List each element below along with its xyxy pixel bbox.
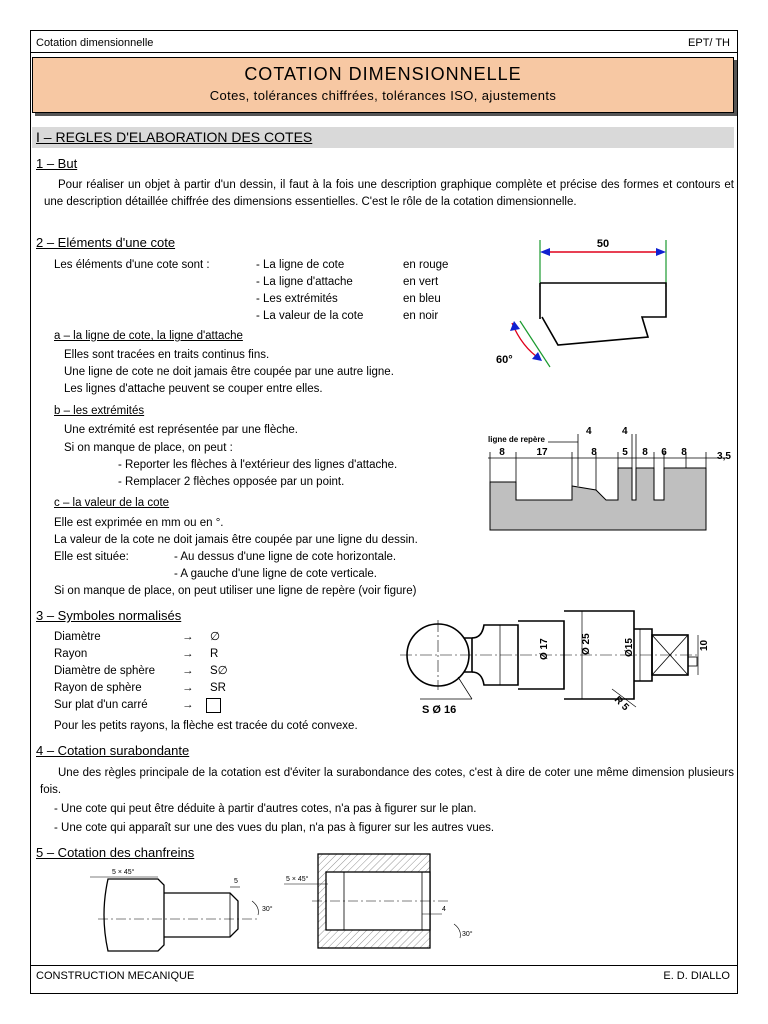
sub-c-line: Elle est exprimée en mm ou en °. — [54, 517, 224, 529]
page-subtitle: Cotes, tolérances chiffrées, tolérances ISO, ajustements — [209, 88, 557, 103]
footer-rule — [30, 965, 738, 966]
sub-b-line: Si on manque de place, on peut : — [64, 442, 233, 454]
section1-title: I – REGLES D'ELABORATION DES COTES — [36, 129, 313, 145]
chamfer-b: 4 — [442, 906, 446, 913]
symbol-glyph: SR — [210, 682, 226, 694]
angle-arc — [454, 924, 460, 938]
footer-left: CONSTRUCTION MECANIQUE — [36, 970, 195, 982]
surab-text: Une des règles principale de la cotation est d'éviter la surabondance des cotes, c'est à dire de coter une même dimension plusieurs fois. — [40, 767, 734, 796]
chamfer-c: 30° — [262, 906, 273, 913]
header-rule — [30, 52, 738, 53]
dim-top: 4 — [586, 426, 592, 437]
sub-c-last: Si on manque de place, on peut utiliser une ligne de repère (voir figure) — [54, 585, 417, 597]
element-color: en noir — [403, 310, 439, 322]
element-color: en bleu — [403, 293, 441, 305]
sub-c-bullet: - A gauche d'une ligne de cote verticale. — [174, 568, 377, 580]
symbol-name: Diamètre — [54, 631, 101, 643]
angle-arrow-top — [510, 321, 520, 331]
angle-value: 60° — [496, 354, 513, 366]
elements-figure — [490, 235, 690, 385]
footer-right: E. D. DIALLO — [663, 970, 730, 982]
sub-a-line: Une ligne de cote ne doit jamais être coupée par une autre ligne. — [64, 366, 394, 378]
arrow-glyph: → — [182, 648, 194, 660]
dim-r5: R 5 — [611, 694, 631, 714]
chamfer-label: 5 × 45° — [286, 876, 309, 883]
sub-c-bullet: - Au dessus d'une ligne de cote horizontale. — [174, 551, 397, 563]
symbol-name: Diamètre de sphère — [54, 665, 155, 677]
arrow-glyph: → — [182, 682, 194, 694]
fig-label: ligne de repère — [488, 435, 545, 444]
arrow-left — [540, 248, 550, 256]
shaft-body — [104, 879, 164, 951]
elements-title: 2 – Eléments d'une cote — [36, 235, 176, 250]
sub-c-situee: Elle est située: — [54, 551, 129, 563]
chamfer-figure-1 — [80, 865, 300, 960]
sub-b-line: Une extrémité est représentée par une flèche. — [64, 424, 298, 436]
chamfer-b: 5 — [234, 878, 238, 885]
symbol-name: Sur plat d'un carré — [54, 699, 148, 711]
dim-top: 4 — [622, 426, 628, 437]
symbol-name: Rayon de sphère — [54, 682, 142, 694]
surab-bullet: - Une cote qui apparaît sur une des vues du plan, n'a pas à figurer sur les autres vues. — [54, 822, 495, 834]
sub-b-bullet: - Remplacer 2 flèches opposée par un point. — [118, 476, 345, 488]
surab-title: 4 – Cotation surabondante — [36, 743, 190, 758]
element-item: - La valeur de la cote — [256, 310, 364, 322]
arrow-glyph: → — [182, 631, 194, 643]
extremities-figure — [488, 422, 731, 567]
symbol-name: Rayon — [54, 648, 88, 660]
header-right: EPT/ TH — [688, 37, 730, 49]
sub-c-line: La valeur de la cote ne doit jamais être coupée par une ligne du dessin. — [54, 534, 418, 546]
angle-arc — [252, 901, 258, 915]
elements-intro: Les éléments d'une cote sont : — [54, 259, 210, 271]
dim: 3,5 — [717, 451, 731, 462]
title-banner — [32, 57, 734, 113]
element-item: - La ligne de cote — [256, 259, 345, 271]
shaft-end — [164, 893, 238, 937]
sub-a-line: Elles sont tracées en traits continus fins. — [64, 349, 270, 361]
symbol-glyph: ∅ — [210, 631, 221, 643]
arrow-right — [656, 248, 666, 256]
dim: 8 — [591, 447, 597, 458]
dim-d17: Ø 17 — [539, 638, 550, 660]
but-text: Pour réaliser un objet à partir d'un dessin, il faut à la fois une description graphique complète et précise des formes et contours et une description détaillée chiffrée des dimensions essentielles. C'est le rôle de la cotation dimensionnelle. — [44, 179, 734, 208]
sub-a-title: a – la ligne de cote, la ligne d'attache — [54, 330, 243, 342]
arrow-glyph: → — [182, 665, 194, 677]
dim: 8 — [642, 447, 648, 458]
symbols-title: 3 – Symboles normalisés — [36, 608, 182, 623]
element-item: - La ligne d'attache — [256, 276, 353, 288]
header-left: Cotation dimensionnelle — [36, 37, 154, 49]
shaft-figure — [400, 605, 730, 725]
sub-b-bullet: - Reporter les flèches à l'extérieur des lignes d'attache. — [118, 459, 398, 471]
page-title: COTATION DIMENSIONNELLE — [244, 64, 522, 84]
chamfer-figure-2 — [282, 852, 482, 952]
dim-d15: Ø15 — [624, 638, 635, 657]
dim-s16: S Ø 16 — [422, 704, 457, 716]
surab-bullet: - Une cote qui peut être déduite à partir d'autres cotes, n'a pas à figurer sur le plan. — [54, 803, 477, 815]
symbols-note: Pour les petits rayons, la flèche est tracée du coté convexe. — [54, 720, 358, 732]
bore — [326, 872, 430, 930]
dim: 17 — [536, 447, 548, 458]
sphere-leader — [458, 677, 472, 699]
dim: 6 — [661, 447, 667, 458]
chamfer-c: 30° — [462, 931, 473, 938]
element-item: - Les extrémités — [256, 293, 338, 305]
square-symbol — [206, 698, 221, 713]
sub-a-line: Les lignes d'attache peuvent se couper entre elles. — [64, 383, 323, 395]
square-mark — [688, 657, 697, 666]
sub-b-title: b – les extrémités — [54, 405, 145, 417]
chanfreins-title: 5 – Cotation des chanfreins — [36, 845, 195, 860]
dim-sq10: 10 — [699, 639, 710, 651]
element-color: en vert — [403, 276, 439, 288]
arrow-glyph: → — [182, 699, 194, 711]
chamfer-label: 5 × 45° — [112, 869, 135, 876]
part-profile — [490, 468, 706, 530]
symbol-glyph: R — [210, 648, 219, 660]
part-outline — [540, 283, 666, 345]
sub-c-title: c – la valeur de la cote — [54, 497, 170, 509]
dim: 8 — [499, 447, 505, 458]
but-title: 1 – But — [36, 156, 78, 171]
dim: 8 — [681, 447, 687, 458]
symbol-glyph: S∅ — [210, 665, 228, 677]
dim-d25: Ø 25 — [581, 633, 592, 655]
element-color: en rouge — [403, 259, 449, 271]
cote-value: 50 — [596, 238, 610, 250]
dim: 5 — [622, 447, 628, 458]
